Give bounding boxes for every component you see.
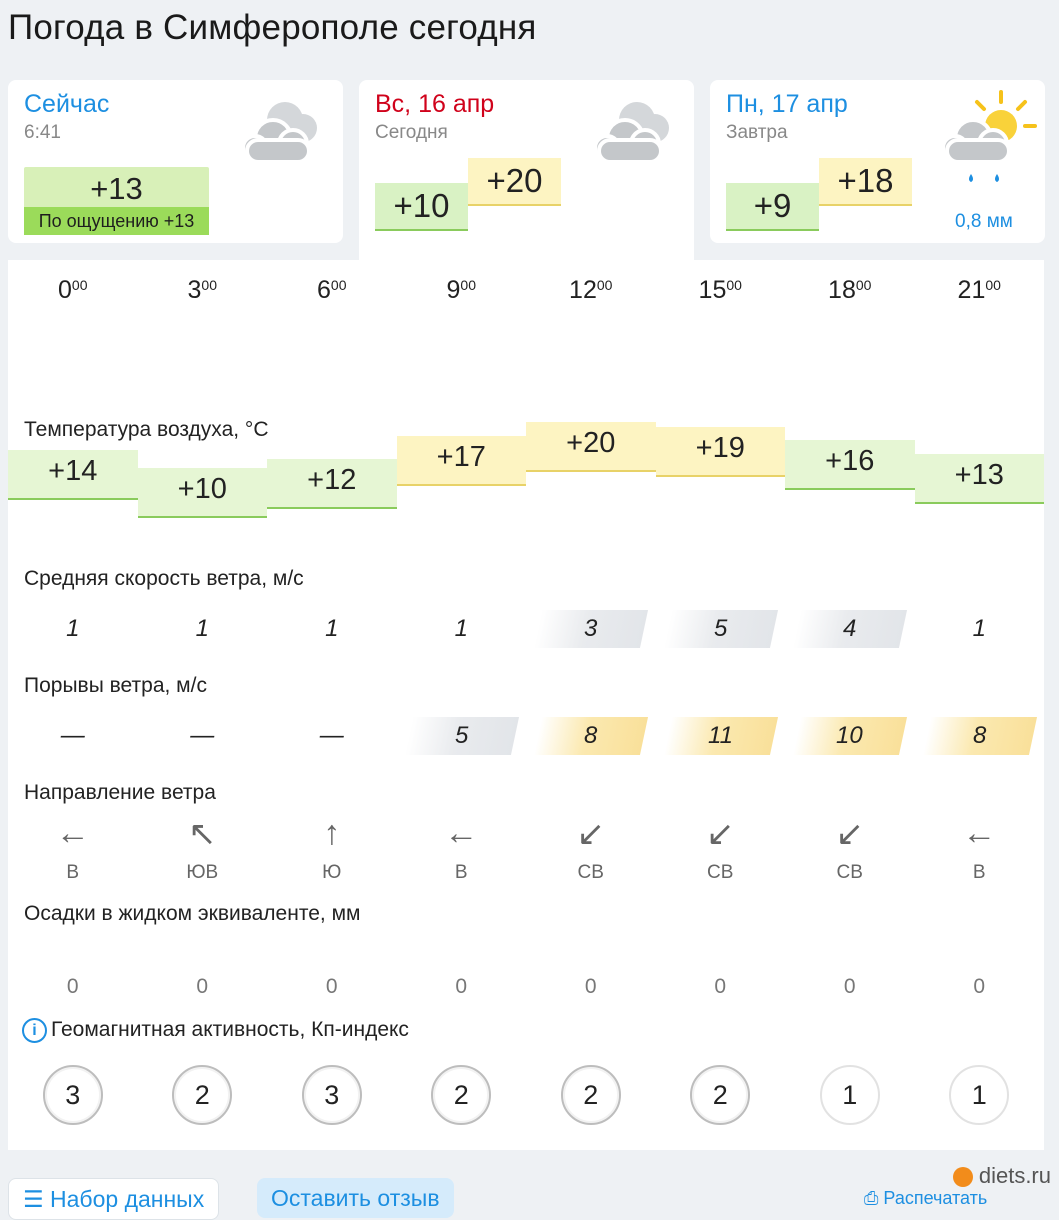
wind-direction-label: СВ	[577, 862, 604, 883]
apple-logo-icon	[953, 1167, 973, 1187]
cloudy-icon	[585, 94, 681, 170]
wind-direction-label: Ю	[322, 862, 342, 883]
wind-speed-cell: 1	[195, 615, 209, 642]
precip-label: Осадки в жидком эквиваленте, мм	[24, 902, 361, 925]
kp-index-badge: 3	[43, 1065, 103, 1125]
now-label: Сейчас	[24, 90, 110, 118]
hour-label: $0^{00}$	[58, 276, 88, 304]
kp-index-badge: 2	[172, 1065, 232, 1125]
wind-direction-arrow-icon: ↙	[576, 815, 605, 853]
precipitation-cell: 0	[455, 975, 468, 998]
hour-label: $3^{00}$	[187, 276, 217, 304]
temperature-cell: +12	[267, 459, 397, 509]
wind-speed-label: Средняя скорость ветра, м/с	[24, 567, 304, 590]
gusts-label: Порывы ветра, м/с	[24, 674, 207, 697]
tomorrow-card[interactable]	[710, 80, 1045, 243]
kp-index-badge: 1	[949, 1065, 1009, 1125]
direction-label: Направление ветра	[24, 781, 216, 804]
cloudy-icon	[233, 94, 329, 170]
dataset-button[interactable]: ☰ Набор данных	[8, 1178, 219, 1220]
wind-gust-cell: —	[60, 722, 85, 749]
hour-label: $6^{00}$	[317, 276, 347, 304]
hourly-forecast-panel	[8, 260, 1044, 1150]
wind-gust-cell: 8	[534, 717, 648, 755]
hour-label: $21^{00}$	[957, 276, 1001, 304]
page-title: Погода в Симферополе сегодня	[8, 8, 537, 47]
feedback-button[interactable]: Оставить отзыв	[257, 1178, 454, 1218]
info-icon[interactable]: i	[22, 1018, 47, 1043]
today-low: +10	[375, 183, 468, 231]
wind-gust-cell: 8	[922, 717, 1036, 755]
wind-direction-arrow-icon: ↖	[188, 815, 217, 853]
today-sub: Сегодня	[375, 122, 448, 143]
hour-label: $9^{00}$	[446, 276, 476, 304]
wind-direction-arrow-icon: ↑	[323, 814, 341, 852]
wind-direction-arrow-icon: ←	[962, 814, 997, 852]
tomorrow-low: +9	[726, 183, 819, 231]
hour-label: $15^{00}$	[698, 276, 742, 304]
temperature-cell: +20	[526, 422, 656, 472]
tomorrow-precipitation: 0,8 мм	[955, 211, 1013, 232]
sun-cloud-rain-icon	[935, 88, 1039, 192]
geomag-label-text: Геомагнитная активность, Кп-индекс	[51, 1018, 409, 1042]
precipitation-cell: 0	[584, 975, 597, 998]
precipitation-cell: 0	[66, 975, 79, 998]
temperature-cell: +14	[8, 450, 138, 500]
now-temperature-box	[24, 167, 209, 235]
precipitation-cell: 0	[325, 975, 338, 998]
wind-direction-label: В	[972, 862, 986, 883]
wind-gust-cell: 5	[404, 717, 518, 755]
print-button[interactable]: ⎙ Распечатать	[864, 1188, 988, 1208]
kp-index-badge: 2	[690, 1065, 750, 1125]
watermark: diets.ru	[953, 1163, 1051, 1189]
wind-gust-cell: —	[190, 722, 215, 749]
temperature-cell: +10	[138, 468, 268, 518]
now-card[interactable]	[8, 80, 343, 243]
wind-speed-cell: 1	[454, 615, 468, 642]
today-card[interactable]	[359, 80, 694, 270]
temperature-cell: +13	[915, 454, 1045, 504]
wind-direction-arrow-icon: ←	[55, 814, 90, 852]
precipitation-cell: 0	[196, 975, 209, 998]
temperature-cell: +19	[656, 427, 786, 477]
wind-gust-cell: —	[319, 722, 344, 749]
hour-label: $12^{00}$	[569, 276, 613, 304]
wind-speed-cell: 4	[793, 610, 907, 648]
now-temperature: +13	[90, 171, 143, 206]
precipitation-cell: 0	[714, 975, 727, 998]
wind-speed-cell: 1	[325, 615, 339, 642]
feels-like: По ощущению +13	[24, 207, 209, 235]
wind-speed-cell: 5	[663, 610, 777, 648]
today-high: +20	[468, 158, 561, 206]
precipitation-cell: 0	[973, 975, 986, 998]
today-date: Вс, 16 апр	[375, 90, 495, 118]
temperature-label: Температура воздуха, °C	[24, 418, 269, 441]
tomorrow-high: +18	[819, 158, 912, 206]
wind-direction-label: В	[66, 862, 80, 883]
hour-label: $18^{00}$	[828, 276, 872, 304]
wind-speed-cell: 3	[534, 610, 648, 648]
kp-index-badge: 3	[302, 1065, 362, 1125]
wind-direction-label: В	[454, 862, 468, 883]
wind-direction-arrow-icon: ←	[444, 814, 479, 852]
now-time: 6:41	[24, 122, 61, 143]
kp-index-badge: 2	[431, 1065, 491, 1125]
wind-speed-cell: 1	[972, 615, 986, 642]
precipitation-cell: 0	[843, 975, 856, 998]
temperature-cell: +16	[785, 440, 915, 490]
tomorrow-date: Пн, 17 апр	[726, 90, 848, 118]
wind-direction-arrow-icon: ↙	[835, 815, 864, 853]
wind-gust-cell: 10	[793, 717, 907, 755]
kp-index-badge: 1	[820, 1065, 880, 1125]
printer-icon: ⎙	[864, 1188, 884, 1208]
wind-direction-label: ЮВ	[186, 862, 219, 883]
wind-direction-arrow-icon: ↙	[706, 815, 735, 853]
kp-index-badge: 2	[561, 1065, 621, 1125]
temperature-cell: +17	[397, 436, 527, 486]
tomorrow-sub: Завтра	[726, 122, 788, 143]
wind-gust-cell: 11	[663, 717, 777, 755]
wind-speed-cell: 1	[66, 615, 80, 642]
wind-direction-label: СВ	[707, 862, 734, 883]
geomag-label	[22, 1018, 409, 1043]
sliders-icon: ☰	[23, 1186, 51, 1212]
wind-direction-label: СВ	[836, 862, 863, 883]
